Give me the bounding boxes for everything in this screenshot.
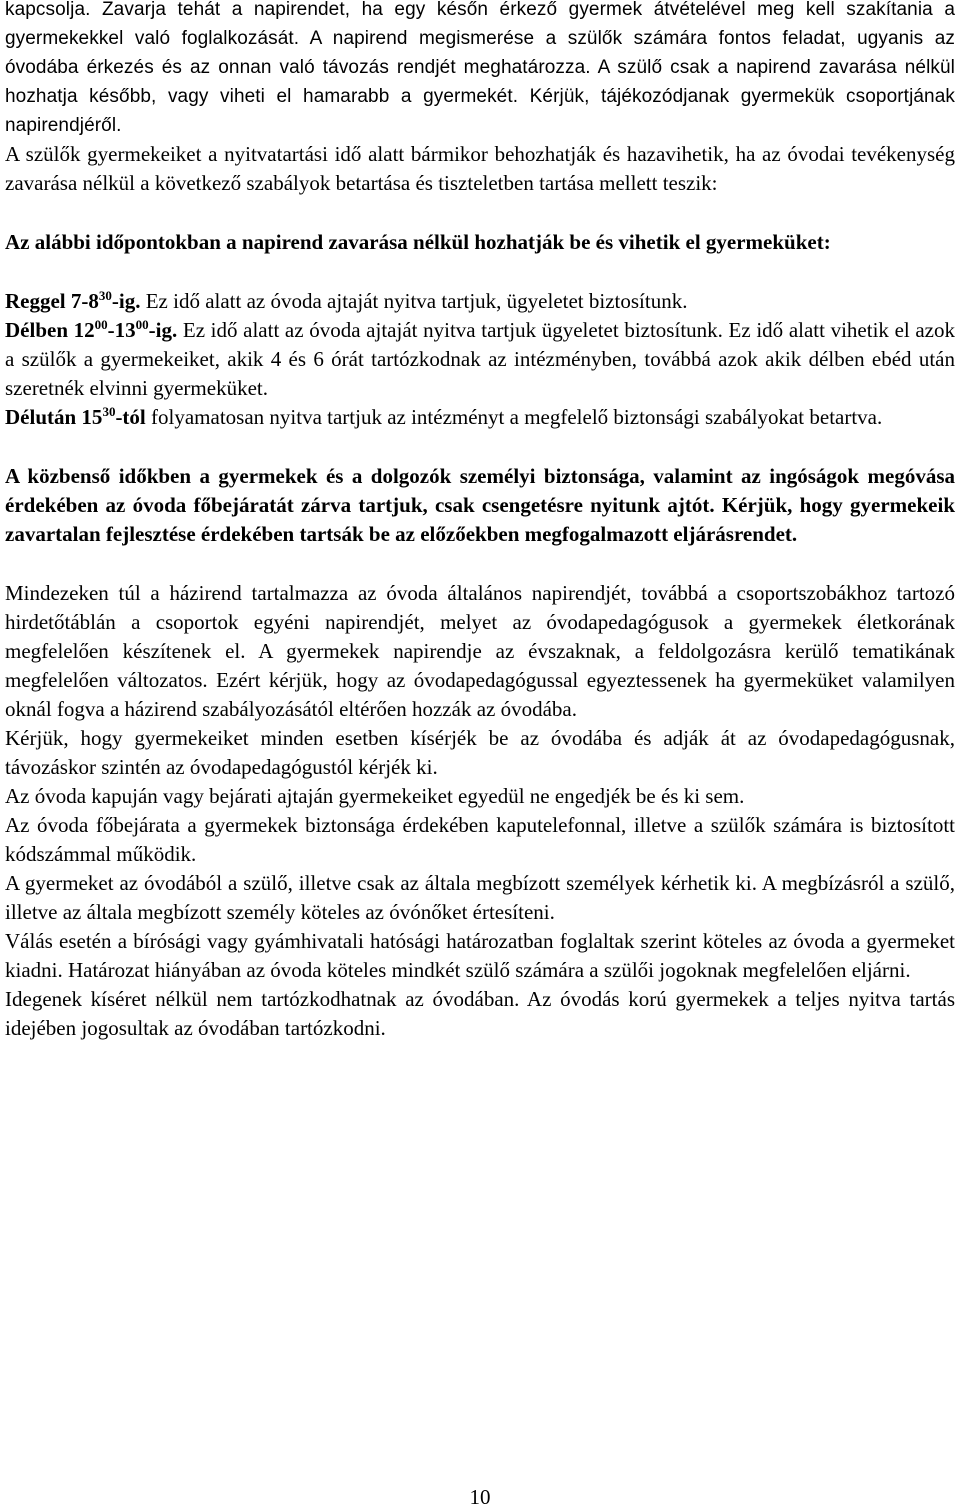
times-heading: Az alábbi időpontokban a napirend zavarása nélkül hozhatják be és vihetik el gyermeküket: — [5, 230, 831, 254]
afternoon-time-text: folyamatosan nyitva tartjuk az intézményt a megfelelő biztonsági szabályokat betartva. — [145, 405, 883, 429]
body-paragraph-6: Válás esetén a bírósági vagy gyámhivatali hatósági határozatban foglaltak szerint köteles az óvoda a gyermeket kiadni. Határozat hiányában az óvoda köteles mindkét szülő számára a szülői jogoknak megfelelően eljárni. — [5, 929, 955, 982]
morning-time-text: Ez idő alatt az óvoda ajtaját nyitva tartjuk, ügyeletet biztosítunk. — [140, 289, 688, 313]
document-page — [5, 0, 955, 1043]
intro-paragraph: kapcsolja. Zavarja tehát a napirendet, ha egy későn érkező gyermek átvételével meg kell szakítania a gyermekekkel való foglalkozását. A napirend megismerése a szülők számára fontos feladat, ugyanis az óvodába érkezés és az onnan való távozás rendjét meghatározza. A szülő csak a napirend zavarása nélkül hozhatja később, vagy viheti el hamarabb a gyermekét. Kérjük, tájékozódjanak gyermekük csoportjának napirendjéről. — [5, 0, 955, 136]
noon-time-label: Délben $12^{00}-13^{00}-ig$. — [5, 317, 178, 342]
noon-time-paragraph — [5, 316, 955, 403]
body-paragraph-1: Mindezeken túl a házirend tartalmazza az óvoda általános napirendjét, továbbá a csoportszobákhoz tartozó hirdetőtáblán a csoportok egyéni napirendjét, melyet az óvodapedagógusok a gyermekek életkorának megfelelően készítenek el. A gyermekek napirendje az évszaknak, a feldolgozásra kerülő tematikának megfelelően változatos. Ezért kérjük, hogy az óvodapedagógussal egyeztessenek ha gyermeküket valamilyen oknál fogva a házirend szabályozásától eltérően hozzák az óvodába. — [5, 581, 955, 721]
morning-time-label: Reggel $7-8^{30}-ig$. — [5, 288, 141, 313]
noon-time-text: Ez idő alatt az óvoda ajtaját nyitva tartjuk ügyeletet biztosítunk. Ez idő alatt vihetik el azok a szülők a gyermekeiket, akik 4 és 6 órát tartózkodnak az intézményben, továbbá azok akik délben ebéd után szeretnék elvinni gyermeküket. — [5, 318, 956, 400]
rules-paragraph: A szülők gyermekeiket a nyitvatartási idő alatt bármikor behozhatják és hazavihetik, ha az óvodai tevékenység zavarása nélkül a következő szabályok betartása és tiszteletben tartása mellett teszik: — [5, 142, 955, 195]
body-paragraph-2: Kérjük, hogy gyermekeiket minden esetben kísérjék be az óvodába és adják át az óvodapedagógusnak, távozáskor szintén az óvodapedagógustól kérjék ki. — [5, 726, 955, 779]
morning-time-paragraph — [5, 287, 955, 316]
page-number: 10 — [469, 1485, 491, 1509]
security-paragraph: A közbenső időkben a gyermekek és a dolgozók személyi biztonsága, valamint az ingóságok megóvása érdekében az óvoda főbejáratát zárva tartjuk, csak csengetésre nyitunk ajtót. Kérjük, hogy gyermekeik zavartalan fejlesztése érdekében tartsák be az előzőekben megfogalmazott eljárásrendet. — [5, 464, 955, 546]
body-paragraph-4: Az óvoda főbejárata a gyermekek biztonsága érdekében kaputelefonnal, illetve a szülők számára is biztosított kódszámmal működik. — [5, 813, 955, 866]
afternoon-time-paragraph — [5, 403, 955, 432]
body-paragraph-5: A gyermeket az óvodából a szülő, illetve csak az általa megbízott személyek kérhetik ki. A megbízásról a szülő, illetve az általa megbízott személy köteles az óvónőket értesíteni. — [5, 871, 955, 924]
body-paragraph-3: Az óvoda kapuján vagy bejárati ajtaján gyermekeiket egyedül ne engedjék be és ki sem. — [5, 784, 745, 808]
afternoon-time-label: Délután $15^{30}$-tól — [5, 404, 146, 429]
body-paragraph-7: Idegenek kíséret nélkül nem tartózkodhatnak az óvodában. Az óvodás korú gyermekek a teljes nyitva tartás idejében jogosultak az óvodában tartózkodni. — [5, 987, 955, 1040]
